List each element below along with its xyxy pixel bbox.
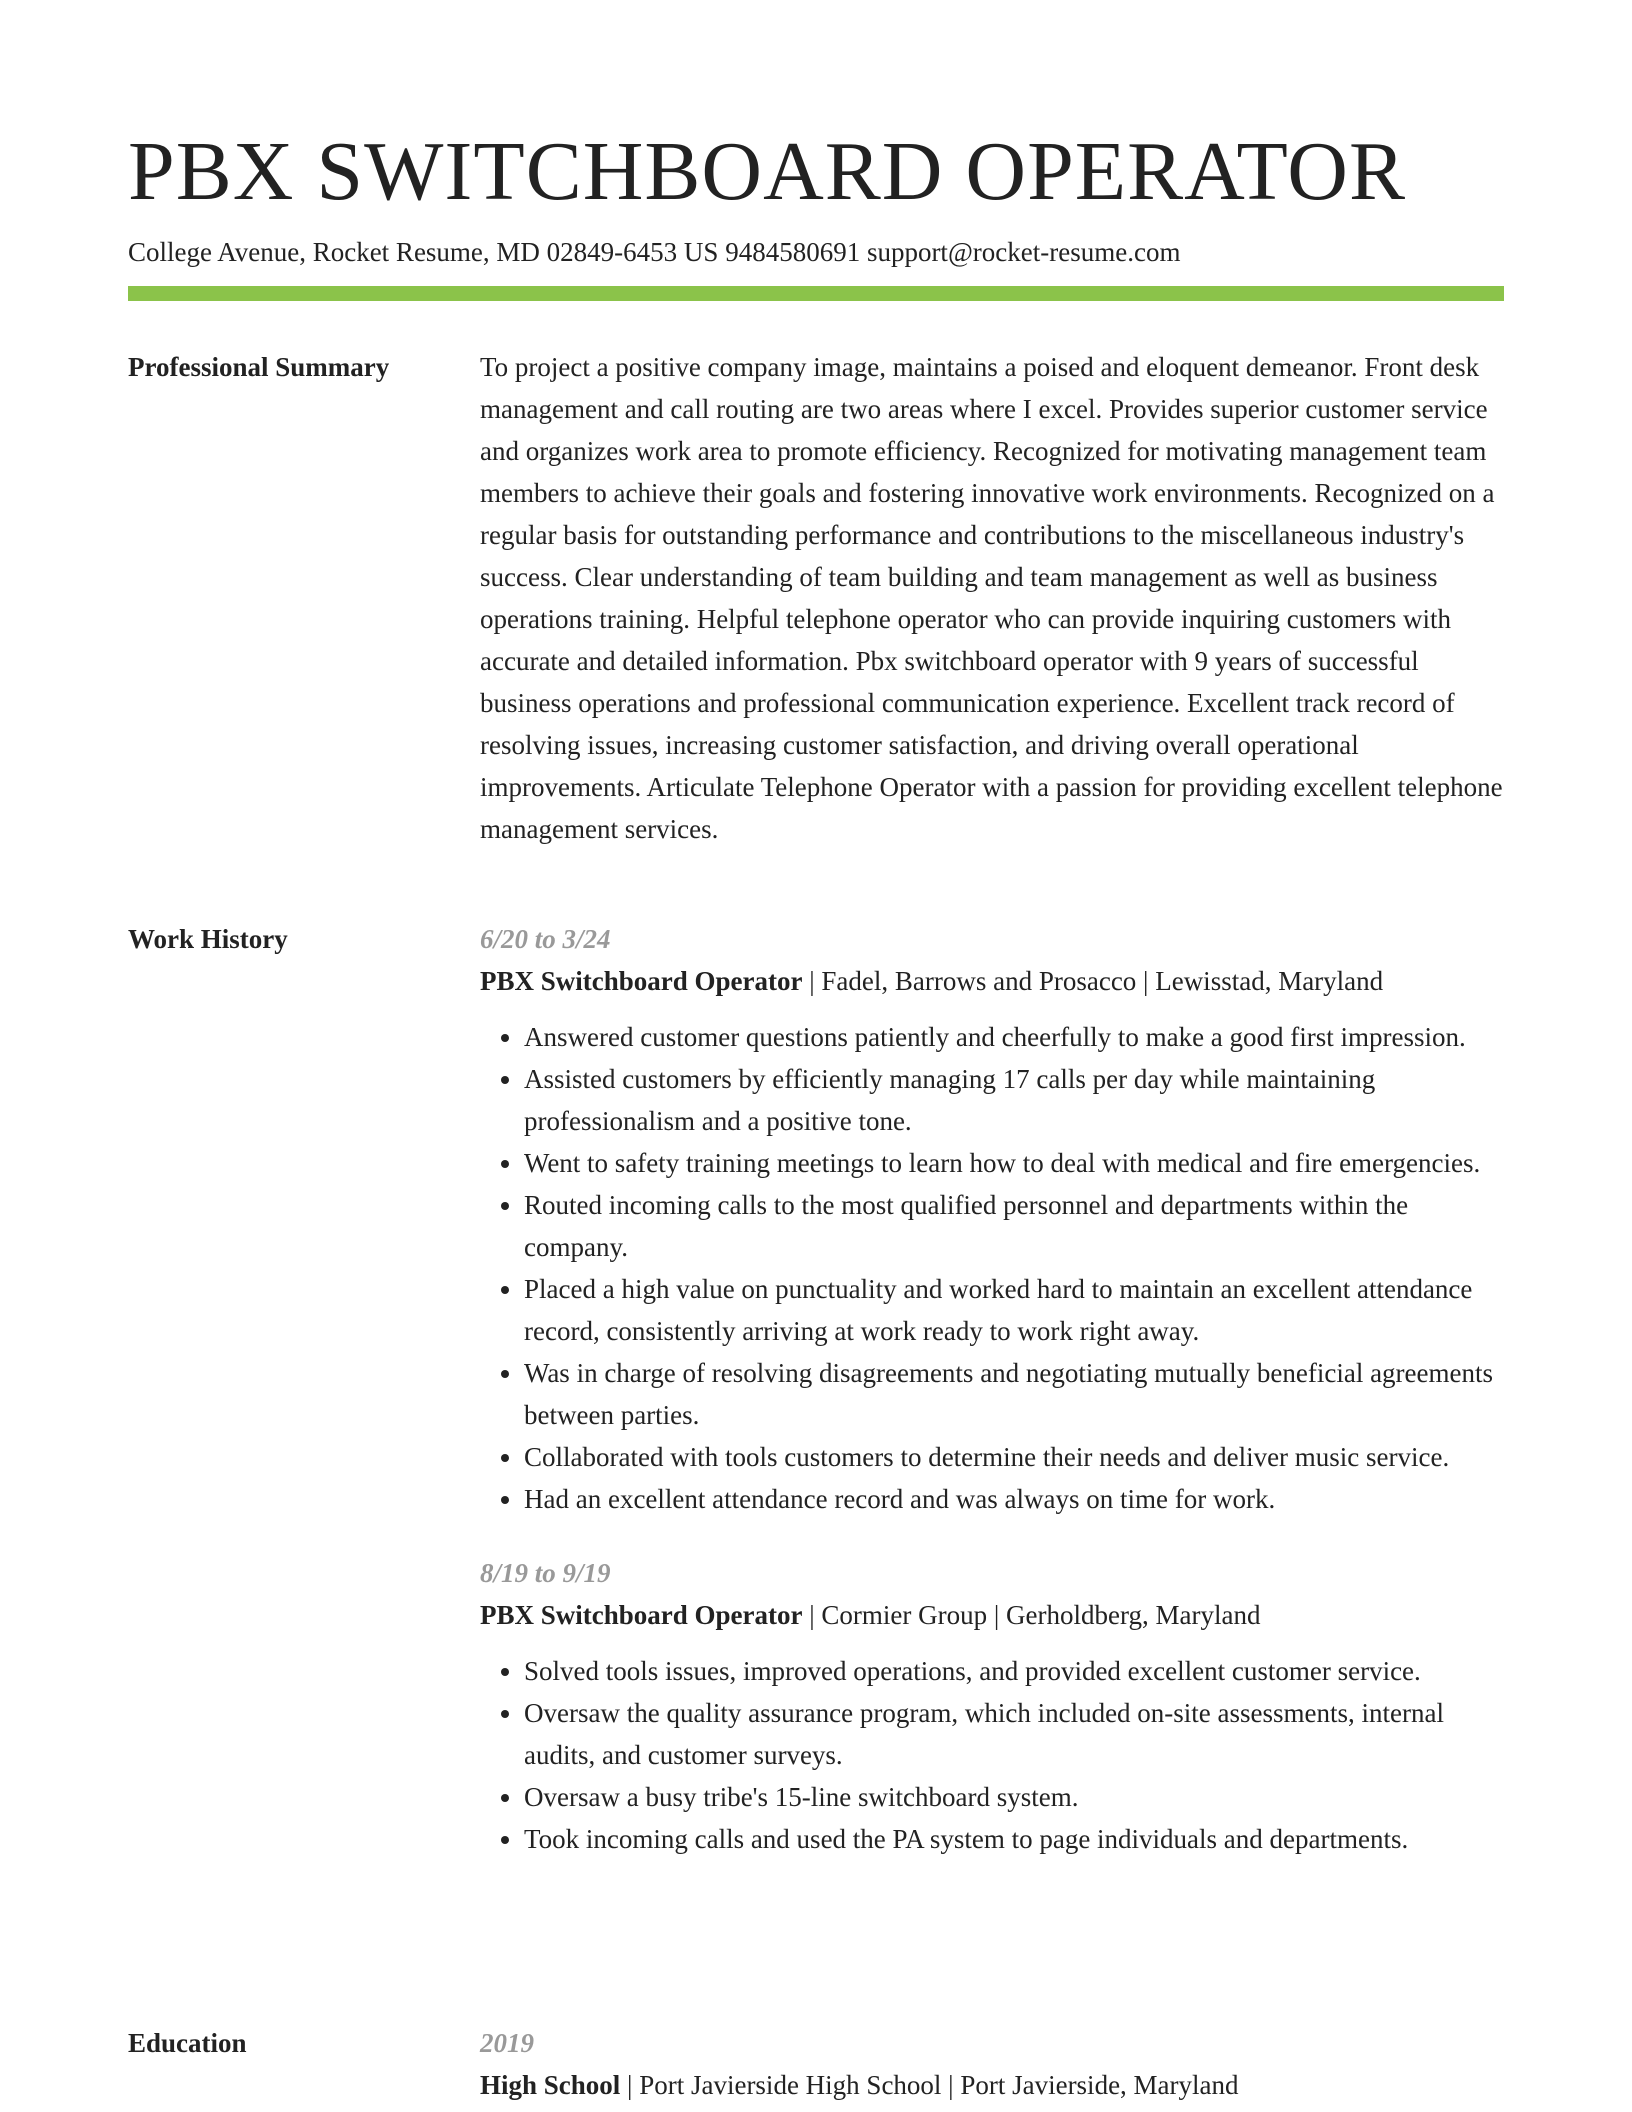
education-body bbox=[480, 2022, 1504, 2106]
job-bullet: • Placed a high value on punctuality and worked hard to maintain an excellent attendance record, consistently arriving at work ready to work right away. bbox=[524, 1268, 1504, 1352]
job-details: | Fadel, Barrows and Prosacco | Lewisstad, Maryland bbox=[802, 966, 1384, 996]
education-details: | Port Javierside High School | Port Javierside, Maryland bbox=[620, 2070, 1239, 2100]
education-line bbox=[480, 2064, 1504, 2106]
job-entry bbox=[480, 1552, 1504, 1860]
summary-body bbox=[480, 346, 1504, 850]
job-bullet: • Routed incoming calls to the most qualified personnel and departments within the company. bbox=[524, 1184, 1504, 1268]
email-text: support@rocket-resume.com bbox=[866, 237, 1181, 267]
job-bullet: • Went to safety training meetings to learn how to deal with medical and fire emergencies. bbox=[524, 1142, 1504, 1184]
job-dates: 8/19 to 9/19 bbox=[480, 1558, 611, 1588]
address-text: College Avenue, Rocket Resume, MD 02849-6453 US bbox=[128, 237, 719, 267]
education-heading: Education bbox=[128, 2028, 247, 2058]
job-bullet: • Collaborated with tools customers to determine their needs and deliver music service. bbox=[524, 1436, 1504, 1478]
work-history-heading: Work History bbox=[128, 924, 288, 954]
job-title-line bbox=[480, 960, 1504, 1002]
contact-line bbox=[128, 234, 1504, 270]
job-bullet: • Assisted customers by efficiently managing 17 calls per day while maintaining professionalism and a positive tone. bbox=[524, 1058, 1504, 1142]
job-bullet: • Took incoming calls and used the PA system to page individuals and departments. bbox=[524, 1818, 1504, 1860]
job-role: PBX Switchboard Operator bbox=[480, 1600, 803, 1630]
resume-header bbox=[128, 122, 1504, 270]
candidate-name: PBX SWITCHBOARD OPERATOR bbox=[128, 125, 1406, 218]
job-bullet: • Was in charge of resolving disagreements and negotiating mutually beneficial agreements between parties. bbox=[524, 1352, 1504, 1436]
job-bullet: • Oversaw the quality assurance program, which included on-site assessments, internal audits, and customer surveys. bbox=[524, 1692, 1504, 1776]
job-bullet: • Answered customer questions patiently and cheerfully to make a good first impression. bbox=[524, 1016, 1504, 1058]
work-history-body bbox=[480, 918, 1504, 1860]
job-details: | Cormier Group | Gerholdberg, Maryland bbox=[802, 1600, 1261, 1630]
job-bullets bbox=[480, 1650, 1504, 1860]
job-bullet: • Oversaw a busy tribe's 15-line switchboard system. bbox=[524, 1776, 1504, 1818]
education-dates: 2019 bbox=[480, 2028, 534, 2058]
job-entry bbox=[480, 918, 1504, 1520]
summary-heading: Professional Summary bbox=[128, 352, 390, 382]
phone-text: 9484580691 bbox=[725, 237, 861, 267]
job-title-line bbox=[480, 1594, 1504, 1636]
job-bullets bbox=[480, 1016, 1504, 1520]
job-role: PBX Switchboard Operator bbox=[480, 966, 803, 996]
job-bullet: • Had an excellent attendance record and was always on time for work. bbox=[524, 1478, 1504, 1520]
job-bullet: • Solved tools issues, improved operations, and provided excellent customer service. bbox=[524, 1650, 1504, 1692]
header-divider bbox=[128, 286, 1504, 301]
job-dates: 6/20 to 3/24 bbox=[480, 924, 611, 954]
education-degree: High School bbox=[480, 2070, 621, 2100]
summary-text: To project a positive company image, maintains a poised and eloquent demeanor. Front desk management and call routing are two areas where I excel. Provides superior customer service and organizes work area to promote efficiency. Recognized for motivating management team members to achieve their goals and fostering innovative work environments. Recognized on a regular basis for outstanding performance and contributions to the miscellaneous industry's success. Clear understanding of team building and team management as well as business operations training. Helpful telephone operator who can provide inquiring customers with accurate and detailed information. Pbx switchboard operator with 9 years of successful business operations and professional communication experience. Excellent track record of resolving issues, increasing customer satisfaction, and driving overall operational improvements. Articulate Telephone Operator with a passion for providing excellent telephone management services. bbox=[480, 352, 1503, 844]
